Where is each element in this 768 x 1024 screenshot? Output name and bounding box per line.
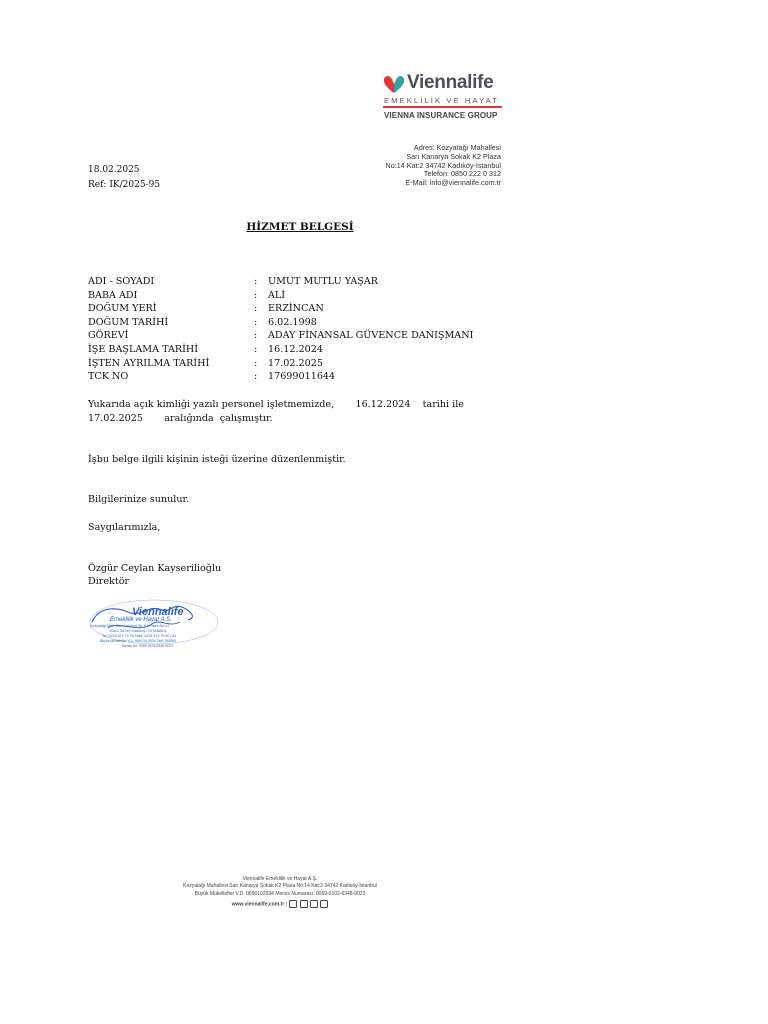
body-sentence-line-2: 17.02.2025 aralığında çalışmıştır.	[88, 413, 273, 424]
viennalife-heart-icon	[382, 74, 406, 94]
field-label: İŞTEN AYRILMA TARİHİ	[88, 357, 210, 369]
field-label: BABA ADI	[88, 289, 138, 301]
twitter-icon[interactable]	[320, 900, 328, 908]
request-statement: İşbu belge ilgili kişinin isteği üzerine düzenlenmiştir.	[88, 454, 346, 465]
field-colon: :	[254, 371, 258, 383]
closing-line: Bilgilerinize sunulur.	[88, 494, 190, 505]
document-reference: Ref: IK/2025-95	[88, 180, 161, 190]
field-colon: :	[254, 330, 258, 342]
field-value: ADAY FİNANSAL GÜVENCE DANIŞMANI	[268, 330, 474, 342]
employee-fields	[88, 275, 473, 384]
field-value: 16.12.2024	[268, 343, 323, 355]
brand-tagline: EMEKLİLİK VE HAYAT	[384, 96, 500, 105]
field-row	[88, 357, 473, 371]
field-row	[88, 289, 473, 303]
footer-separator: |	[285, 901, 287, 908]
linkedin-icon[interactable]	[310, 900, 318, 908]
field-label: GÖREVİ	[88, 330, 129, 342]
footer-web-row	[180, 900, 380, 909]
address-line: No:14 Kat:2 34742 Kadıköy-İstanbul	[385, 160, 501, 170]
brand-group: VIENNA INSURANCE GROUP	[384, 111, 498, 120]
field-value: ERZİNCAN	[268, 303, 324, 315]
field-row	[88, 316, 473, 330]
company-address	[386, 144, 501, 188]
field-label: İŞE BAŞLAMA TARİHİ	[88, 343, 199, 355]
field-colon: :	[254, 343, 258, 355]
address-line: Adres: Kozyatağı Mahallesi	[413, 143, 501, 152]
address-line: E-Mail: info@viennalife.com.tr	[405, 178, 501, 188]
svg-text:Tel: 0216 579 79 78 Faks: 0216: Tel: 0216 579 79 78 Faks: 0216 579 79 80 / 81	[102, 634, 177, 638]
svg-text:Kat:2 34742 Kadıköy / İSTANBUL: Kat:2 34742 Kadıköy / İSTANBUL	[110, 629, 167, 633]
field-label: DOĞUM YERİ	[88, 303, 157, 315]
svg-text:Viennalife: Viennalife	[132, 606, 184, 618]
field-label: DOĞUM TARİHİ	[88, 316, 169, 328]
field-row	[88, 329, 473, 343]
salutation: Saygılarımızla,	[88, 522, 161, 533]
company-logo	[380, 72, 505, 124]
stamp-signature-image	[88, 598, 224, 654]
field-value: 6.02.1998	[268, 316, 317, 328]
document-date: 18.02.2025	[88, 165, 140, 175]
page-footer	[180, 876, 380, 909]
facebook-icon[interactable]	[289, 900, 297, 908]
field-colon: :	[254, 289, 258, 301]
address-line: Telefon: 0850 222 0 312	[423, 169, 501, 179]
field-colon: :	[254, 357, 258, 369]
svg-text:Kozyatağı Mah. Sarı Kanarya Sk: Kozyatağı Mah. Sarı Kanarya Sk. K2 Plaza No:14	[90, 624, 170, 628]
body-sentence-line-1: Yukarıda açık kimliği yazılı personel işletmemizde, 16.12.2024 tarihi ile	[88, 399, 464, 410]
field-row	[88, 302, 473, 316]
field-row	[88, 343, 473, 357]
instagram-icon[interactable]	[300, 900, 308, 908]
field-value: 17.02.2025	[268, 357, 323, 369]
signatory-title: Direktör	[88, 576, 130, 587]
field-row	[88, 370, 473, 384]
address-line: Sarı Kanarya Sokak K2 Plaza	[406, 151, 501, 161]
field-value: 17699011644	[268, 371, 336, 383]
footer-company: Viennalife Emeklilik ve Hayat A.Ş.	[242, 876, 318, 882]
company-stamp	[88, 598, 224, 654]
field-colon: :	[254, 276, 258, 287]
footer-tax: Büyük Mükellefler V.D. 0690102934 Mersis Numarası: 0069-0102-6348-9023	[194, 890, 366, 897]
field-colon: :	[254, 316, 258, 328]
document-title: HİZMET BELGESİ	[246, 221, 354, 233]
brand-name: Viennalife	[407, 72, 494, 93]
field-label: TCK NO	[88, 371, 129, 383]
field-label: ADI - SOYADI	[88, 276, 155, 287]
field-value: UMUT MUTLU YAŞAR	[268, 276, 378, 287]
svg-text:Büyük Mükellefler V.D. 069 010: Büyük Mükellefler V.D. 069 010 2934 Sicil: 345269	[100, 639, 177, 643]
field-colon: :	[254, 303, 258, 315]
field-row	[88, 275, 473, 289]
signatory-name: Özgür Ceylan Kayserilioğlu	[88, 563, 222, 574]
svg-text:Mersis No: 0069-0102-6348-9023: Mersis No: 0069-0102-6348-9023	[122, 644, 173, 648]
svg-text:Emeklilik ve Hayat A.Ş.: Emeklilik ve Hayat A.Ş.	[110, 617, 172, 623]
brand-rule	[383, 106, 502, 108]
footer-address: Kozyatağı Mahallesi Sarı Kanarya Sokak K2 Plaza No:14 Kat:2 34742 Kadıköy-İstanbul	[183, 883, 377, 890]
field-value: ALİ	[268, 289, 286, 301]
footer-website[interactable]: www.viennalife.com.tr	[231, 901, 285, 908]
